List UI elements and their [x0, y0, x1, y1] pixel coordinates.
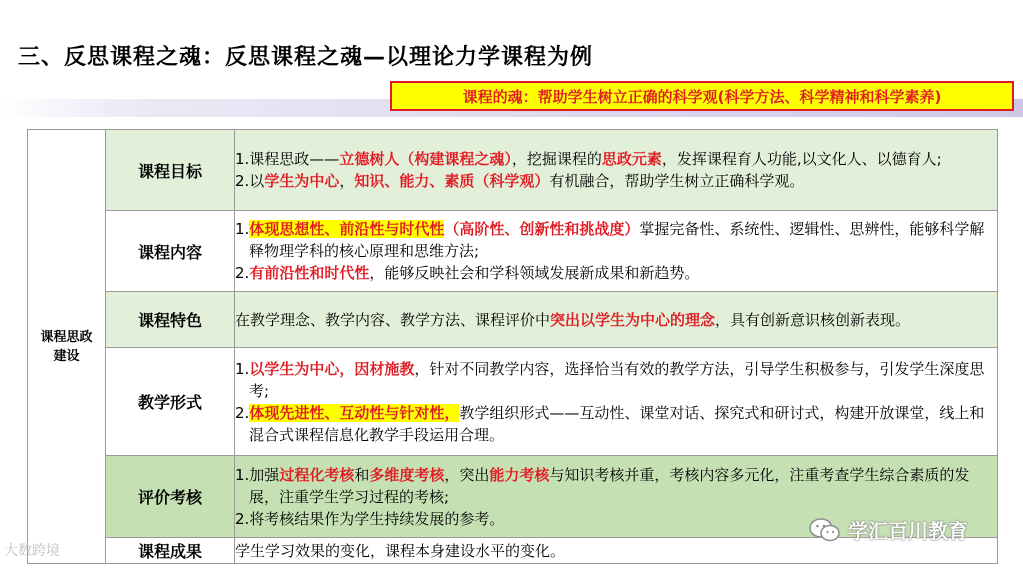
content-cell: [235, 292, 998, 348]
content-item: [235, 148, 997, 170]
emphasis-text: 突出以学生为中心的理念: [550, 310, 716, 329]
emphasis-text: （高阶性、创新性和挑战度）: [444, 220, 640, 238]
emphasis-text: 过程化考核: [279, 465, 355, 484]
category-cell: [106, 456, 235, 538]
emphasis-text: 有前沿性和时代性: [249, 264, 370, 282]
body-text: 1.课程思政——: [235, 150, 340, 168]
page-title: 三、反思课程之魂：反思课程之魂—以理论力学课程为例: [18, 45, 594, 70]
watermark-left: [4, 540, 60, 560]
body-text: 1.: [235, 359, 250, 378]
content-item: [235, 170, 997, 192]
content-item: [235, 262, 997, 284]
body-text: 教学组织形式——互动性、课堂对话、探究式和研讨式，构建开放课堂，线上和混合式课程信息化教学手段运用合理。: [249, 403, 985, 444]
body-text: ，发挥课程育人功能,以文化人、以德育人;: [661, 150, 942, 168]
body-text: 1.: [235, 220, 250, 238]
course-table: [27, 129, 998, 564]
watermark-left-text: 大数跨境: [4, 543, 60, 559]
highlighted-emphasis-text: 体现先进性、互动性与针对性，: [249, 403, 460, 422]
category-cell: [106, 292, 235, 348]
emphasis-text: 多维度考核: [369, 465, 445, 484]
body-text: 1.加强: [235, 465, 280, 484]
wechat-icon: [808, 516, 842, 544]
emphasis-text: 以学生为中心，因材施教: [249, 359, 415, 378]
emphasis-text: 立德树人（构建课程之魂）: [339, 150, 512, 168]
category-label: 评价考核: [137, 488, 202, 507]
category-label: 教学形式: [137, 393, 202, 412]
table-row: [28, 211, 998, 292]
body-text: ，具有创新意识核创新表现。: [715, 310, 911, 329]
category-cell: [106, 538, 235, 564]
category-cell: [106, 211, 235, 292]
row-header-label: 课程思政建设: [40, 329, 93, 364]
highlighted-emphasis-text: 体现思想性、前沿性与时代性: [249, 220, 445, 238]
category-label: 课程成果: [137, 542, 202, 561]
emphasis-text: 能力考核: [489, 465, 550, 484]
body-text: ，突出: [444, 465, 490, 484]
content-item: [235, 218, 997, 262]
table-row: [28, 292, 998, 348]
content-cell: [235, 130, 998, 211]
watermark-right-text: 学汇百川教育: [848, 519, 968, 543]
body-text: 2.以: [235, 172, 265, 190]
content-item: [235, 358, 997, 402]
content-cell: [235, 348, 998, 456]
category-cell: [106, 348, 235, 456]
body-text: 在教学理念、教学内容、教学方法、课程评价中: [235, 310, 551, 329]
body-text: 和: [354, 465, 370, 484]
table-row: [28, 130, 998, 211]
body-text: ，挖掘课程的: [511, 150, 602, 168]
table-row: [28, 348, 998, 456]
body-text: 2.将考核结果作为学生持续发展的参考。: [235, 509, 505, 528]
category-label: 课程特色: [137, 311, 202, 330]
category-label: 课程目标: [137, 161, 202, 181]
course-soul-box: 课程的魂：帮助学生树立正确的科学观(科学方法、科学精神和科学素养): [390, 81, 1014, 111]
emphasis-text: 学生为中心: [264, 172, 340, 190]
body-text: 有机融合，帮助学生树立正确科学观。: [549, 172, 805, 190]
body-text: 与知识考核并重，考核内容多元化，注重考查学生综合素质的发展，注重学生学习过程的考核;: [249, 465, 970, 506]
emphasis-text: 知识、能力、素质（科学观）: [354, 172, 550, 190]
category-cell: [106, 130, 235, 211]
content-item: [235, 464, 997, 508]
category-label: 课程内容: [137, 242, 202, 262]
content-cell: [235, 211, 998, 292]
body-text: 掌握完备性、系统性、逻辑性、思辨性，能够科学解释物理学科的核心原理和思维方法;: [249, 220, 985, 260]
body-text: ，: [339, 172, 355, 190]
body-text: 2.: [235, 264, 250, 282]
body-text: 2.: [235, 403, 250, 422]
body-text: 学生学习效果的变化，课程本身建设水平的变化。: [235, 541, 566, 560]
watermark-right: [808, 515, 968, 544]
body-text: ，能够反映社会和学科领域发展新成果和新趋势。: [369, 264, 700, 282]
row-header-cell: [28, 130, 106, 564]
emphasis-text: 思政元素: [601, 150, 662, 168]
body-text: ，针对不同教学内容，选择恰当有效的教学方法，引导学生积极参与，引发学生深度思考;: [249, 359, 985, 400]
content-item: [235, 402, 997, 446]
content-paragraph: [235, 309, 997, 331]
